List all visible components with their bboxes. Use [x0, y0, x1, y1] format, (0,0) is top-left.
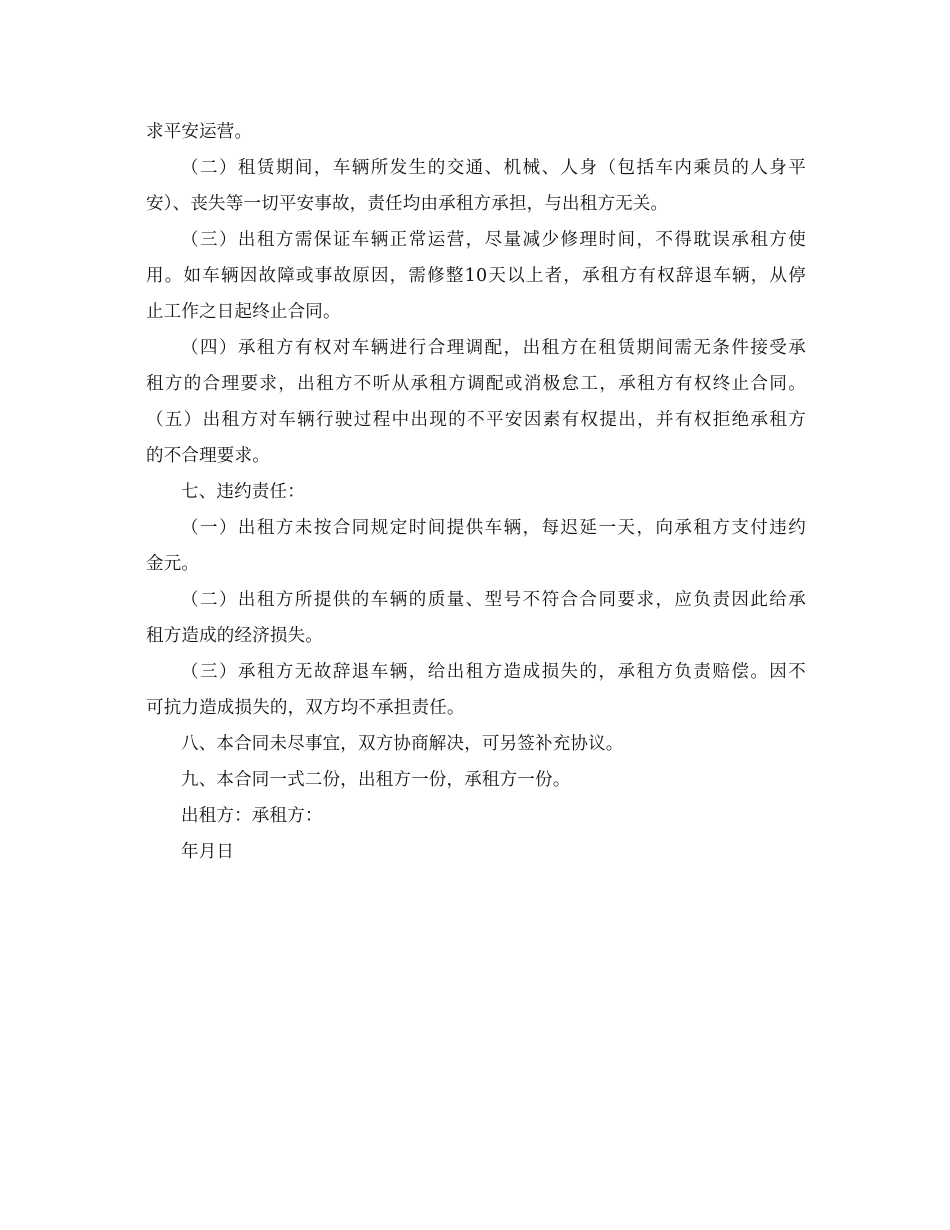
text-line: 租方的合理要求，出租方不听从承租方调配或消极怠工，承租方有权终止合同。 [146, 374, 806, 394]
text-line: 安）、丧失等一切平安事故，责任均由承租方承担，与出租方无关。 [146, 194, 669, 214]
text-line: （四）承租方有权对车辆进行合理调配，出租方在租赁期间需无条件接受承 [181, 338, 806, 358]
section-heading: 八、本合同未尽事宜，双方协商解决，可另签补充协议。 [181, 734, 624, 754]
signature-parties: 出租方：承租方： [181, 806, 323, 826]
section-heading: 七、违约责任： [181, 482, 305, 502]
text-line: 金元。 [146, 554, 200, 574]
text-line: （二）出租方所提供的车辆的质量、型号不符合合同要求，应负责因此给承 [181, 590, 806, 610]
text-line: 止工作之日起终止合同。 [146, 302, 341, 322]
text-line: 求平安运营。 [146, 122, 253, 142]
text-line: （三）承租方无故辞退车辆，给出租方造成损失的，承租方负责赔偿。因不 [181, 662, 806, 682]
text-line: 可抗力造成损失的，双方均不承担责任。 [146, 698, 465, 718]
text-line: 租方造成的经济损失。 [146, 626, 323, 646]
text-line: （五）出租方对车辆行驶过程中出现的不平安因素有权提出，并有权拒绝承租方 [146, 410, 806, 430]
text-line: 的不合理要求。 [146, 446, 270, 466]
text-line: （三）出租方需保证车辆正常运营，尽量减少修理时间，不得耽误承租方使 [181, 230, 806, 250]
signature-date: 年月日 [181, 842, 235, 862]
text-line: （二）租赁期间，车辆所发生的交通、机械、人身（包括车内乘员的人身平 [181, 158, 806, 178]
text-line: （一）出租方未按合同规定时间提供车辆，每迟延一天，向承租方支付违约 [181, 518, 806, 538]
document-body [146, 114, 806, 870]
section-heading: 九、本合同一式二份，出租方一份，承租方一份。 [181, 770, 571, 790]
text-line: 用。如车辆因故障或事故原因，需修整10天以上者，承租方有权辞退车辆，从停 [146, 266, 806, 286]
